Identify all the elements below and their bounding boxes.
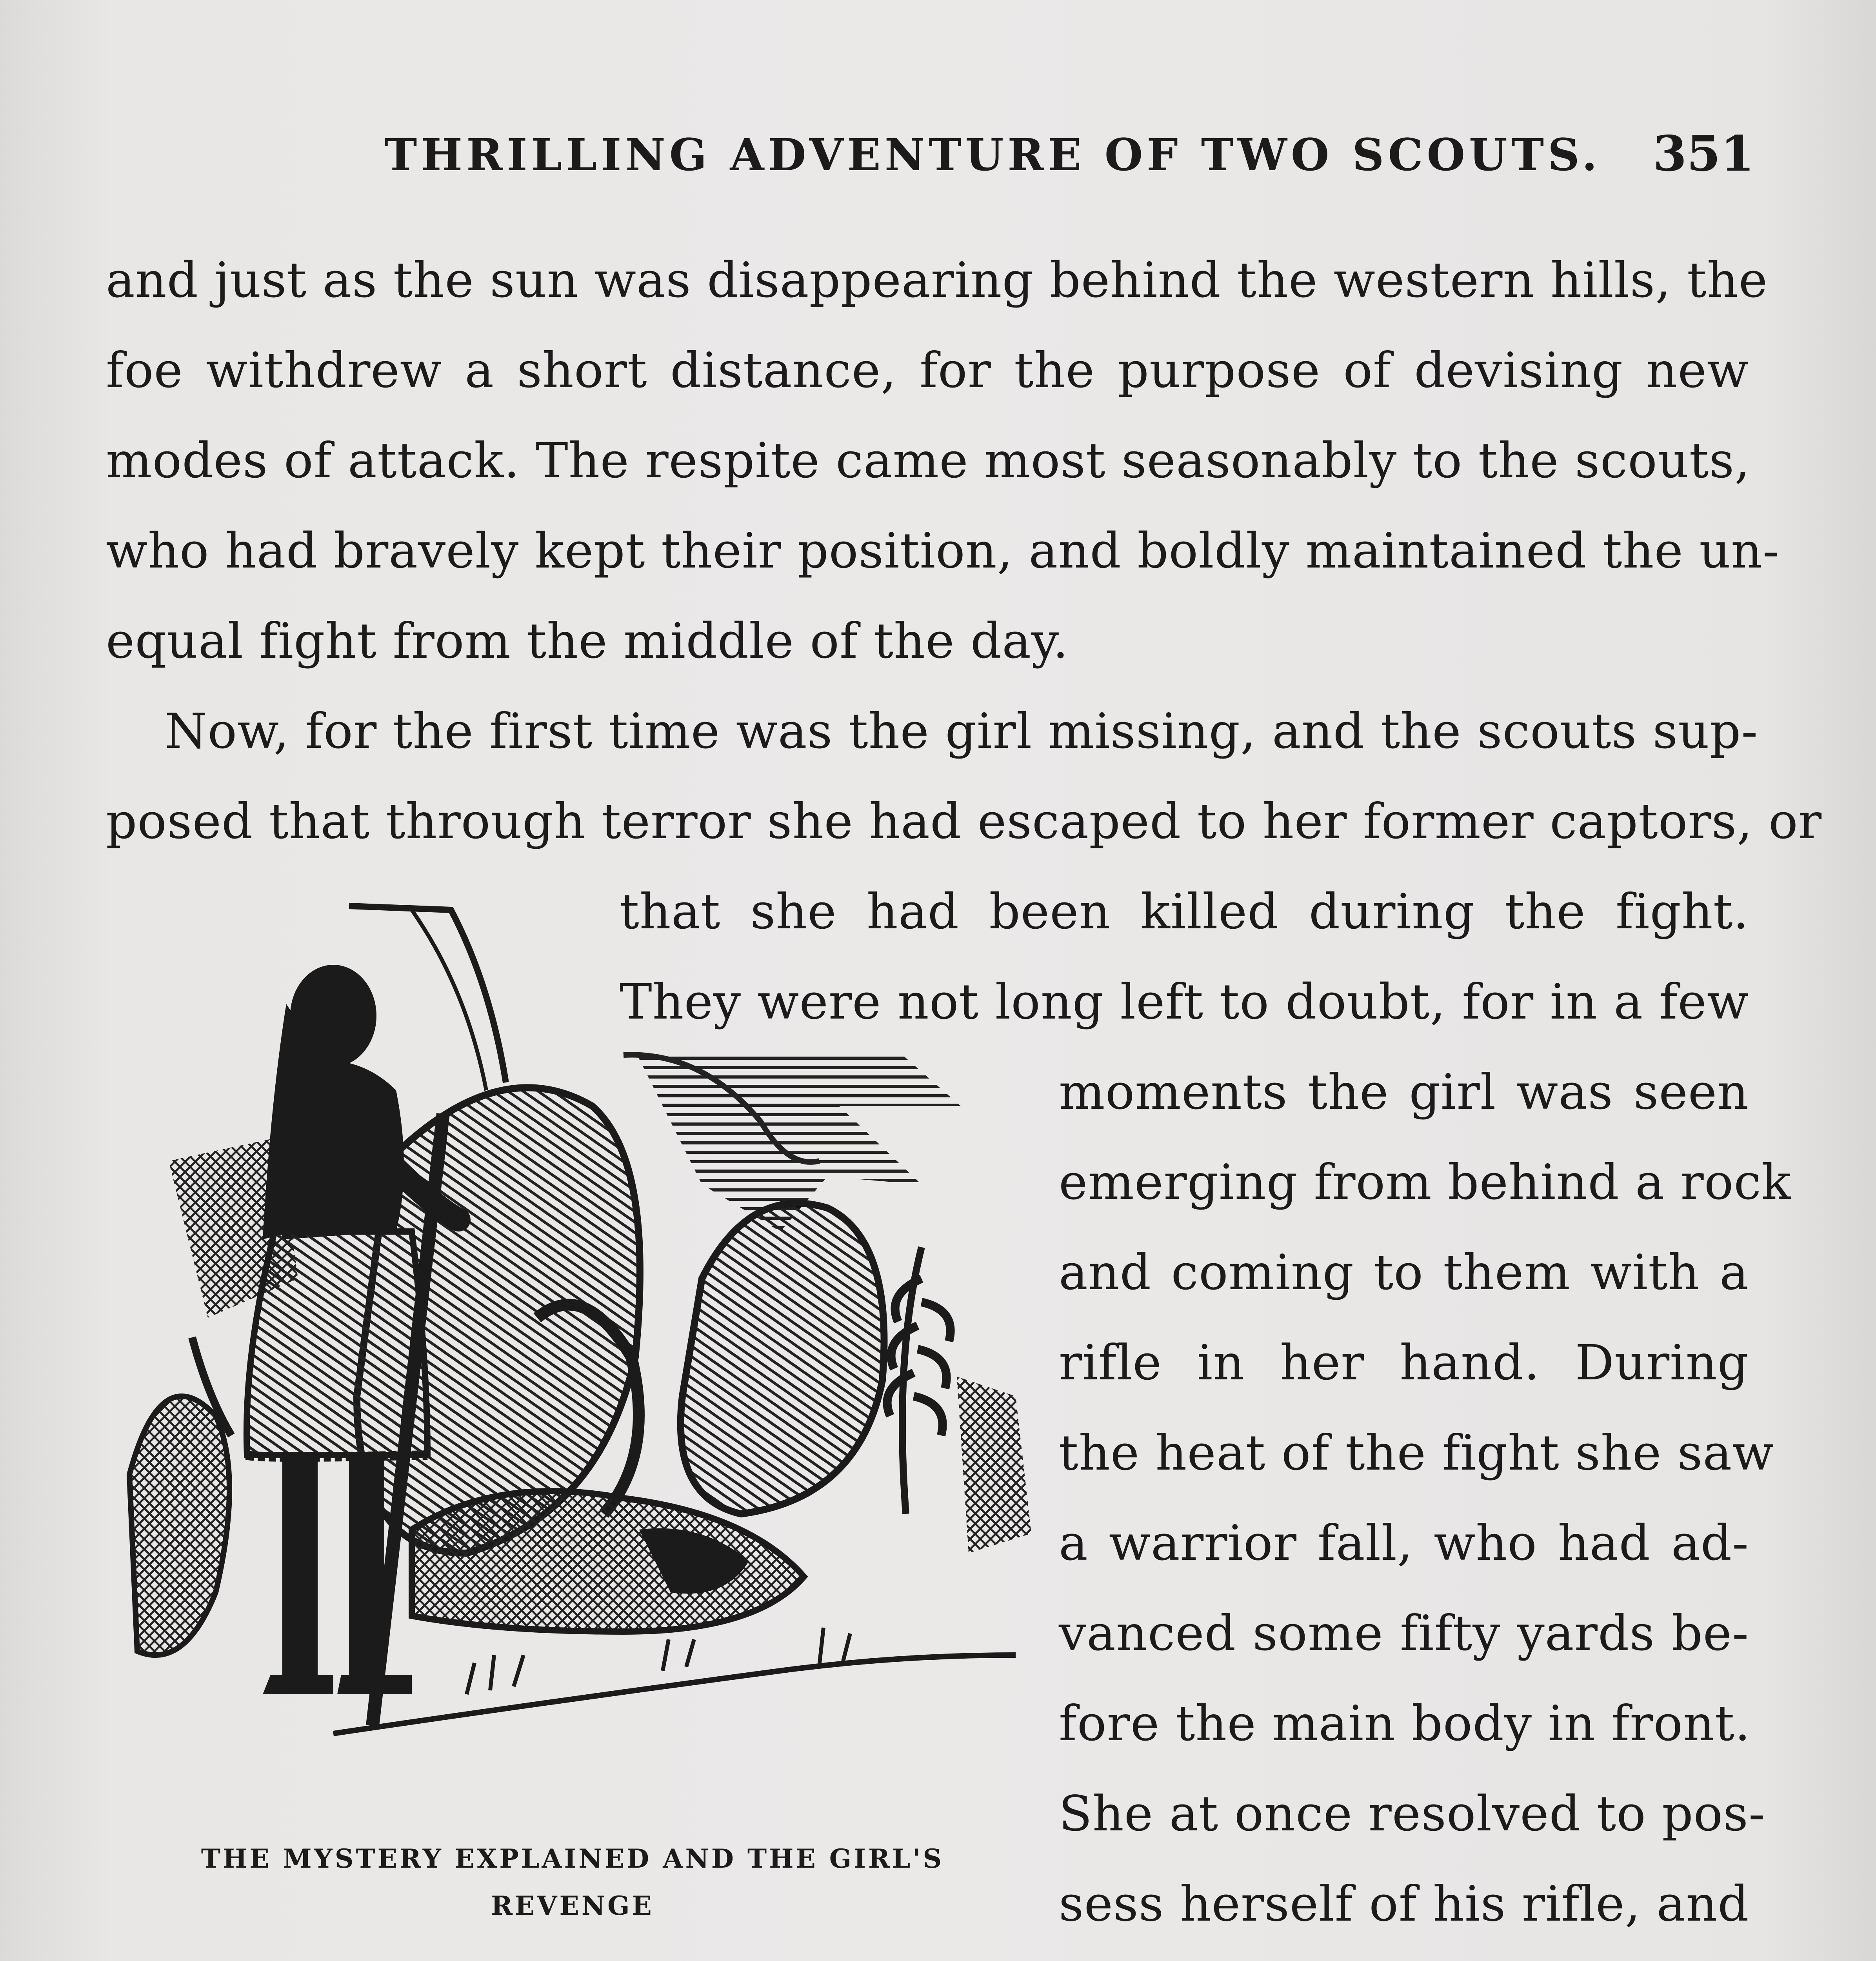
woodcut-illustration xyxy=(114,886,1047,1796)
text-line: and just as the sun was disappearing behind the western hills, the xyxy=(106,252,1768,309)
text-line: who had bravely kept their position, and boldly maintained the un- xyxy=(106,523,1780,579)
text-line: moments the girl was seen xyxy=(1059,1064,1749,1121)
text-line: foe withdrew a short distance, for the purpose of devising new xyxy=(106,342,1749,399)
text-line: fore the main body in front. xyxy=(1059,1695,1751,1752)
illustration-caption-line1: THE MYSTERY EXPLAINED AND THE GIRL'S xyxy=(201,1843,944,1874)
small-rock xyxy=(681,1203,884,1514)
text-line: that she had been killed during the fight. xyxy=(620,884,1749,940)
text-line: vanced some fifty yards be- xyxy=(1059,1605,1749,1662)
running-title: THRILLING ADVENTURE OF TWO SCOUTS. xyxy=(384,129,1601,181)
text-line: emerging from behind a rock xyxy=(1059,1154,1791,1211)
text-line: They were not long left to doubt, for in a few xyxy=(620,974,1749,1030)
text-line: She at once resolved to pos- xyxy=(1059,1786,1765,1842)
page-number: 351 xyxy=(1653,126,1754,182)
text-line: sess herself of his rifle, and xyxy=(1059,1876,1749,1932)
text-line: posed that through terror she had escaped to her former captors, or xyxy=(106,793,1822,850)
text-line: and coming to them with a xyxy=(1059,1244,1749,1301)
text-line: equal fight from the middle of the day. xyxy=(106,613,1069,669)
text-line: rifle in her hand. During xyxy=(1059,1335,1749,1391)
text-line: a warrior fall, who had ad- xyxy=(1059,1515,1749,1572)
text-line: Now, for the first time was the girl missing, and the scouts sup- xyxy=(165,703,1758,760)
illustration-caption-line2: REVENGE xyxy=(491,1890,654,1921)
text-line: modes of attack. The respite came most seasonably to the scouts, xyxy=(106,433,1751,489)
text-line: the heat of the fight she saw xyxy=(1059,1425,1774,1481)
girl-dress xyxy=(247,1232,427,1455)
